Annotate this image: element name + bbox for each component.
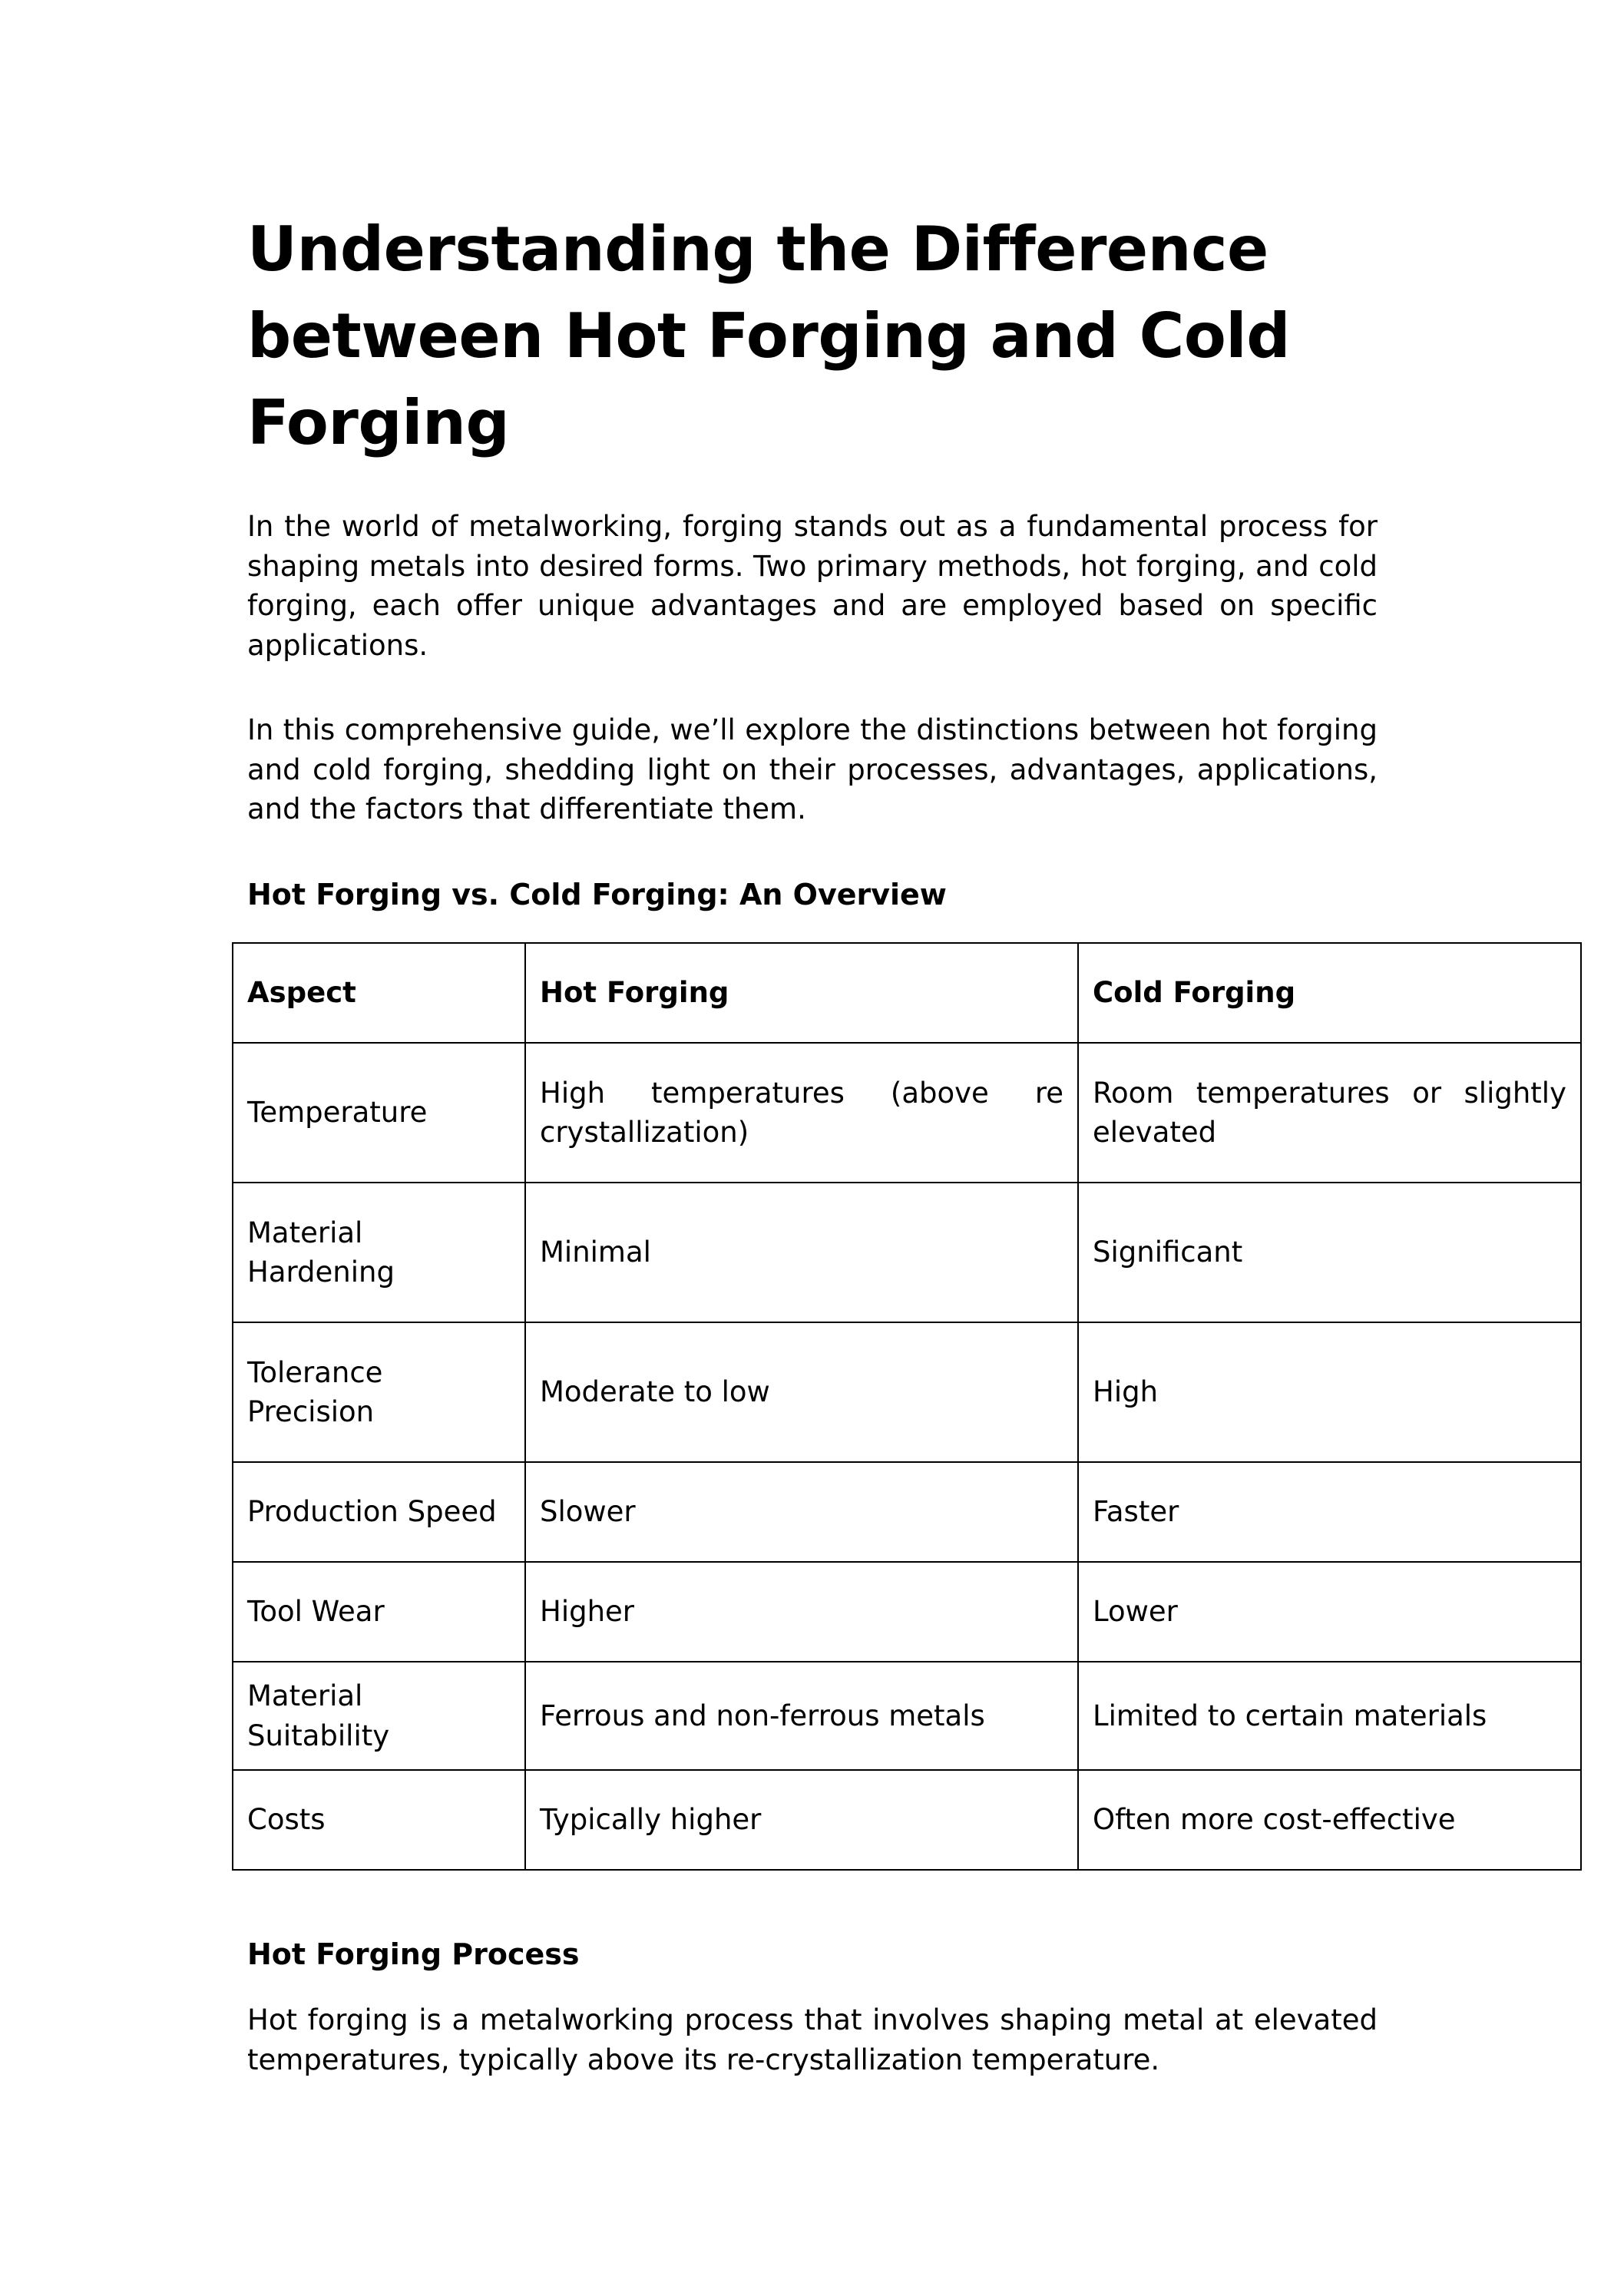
intro-paragraph-1: In the world of metalworking, forging stands out as a fundamental process for shaping metals into desired forms. Two primary methods, hot forging, and cold forging, each offer unique advantages and are employed based on specific applications.: [247, 510, 1378, 662]
cell-aspect: Tool Wear: [233, 1562, 525, 1662]
cell-hot: Higher: [525, 1562, 1078, 1662]
table-row: [233, 1770, 1581, 1870]
header-cold-forging: Cold Forging: [1078, 943, 1581, 1043]
table-row: [233, 1043, 1581, 1183]
cell-aspect: Costs: [233, 1770, 525, 1870]
cell-aspect: Tolerance Precision: [233, 1322, 525, 1462]
table-row: [233, 1462, 1581, 1562]
process-heading: Hot Forging Process: [247, 1937, 580, 1971]
cell-hot: Minimal: [525, 1183, 1078, 1322]
table-row: [233, 1662, 1581, 1770]
intro-paragraph-2: In this comprehensive guide, we’ll explore the distinctions between hot forging and cold forging, shedding light on their processes, advantages, applications, and the factors that differentiate them.: [247, 713, 1378, 825]
cell-cold: Limited to certain materials: [1078, 1662, 1581, 1770]
comparison-table: [232, 942, 1582, 1871]
cell-hot: Slower: [525, 1462, 1078, 1562]
cell-hot: Typically higher: [525, 1770, 1078, 1870]
table-row: [233, 1183, 1581, 1322]
cell-hot: Ferrous and non-ferrous metals: [525, 1662, 1078, 1770]
header-aspect: Aspect: [233, 943, 525, 1043]
cell-hot: High temperatures (above re crystallization): [525, 1043, 1078, 1183]
cell-cold: High: [1078, 1322, 1581, 1462]
table-row: [233, 1322, 1581, 1462]
cell-cold: Lower: [1078, 1562, 1581, 1662]
document-title: Understanding the Difference between Hot Forging and Cold Forging: [247, 213, 1290, 458]
cell-cold: Often more cost-effective: [1078, 1770, 1581, 1870]
cell-cold: Room temperatures or slightly elevated: [1078, 1043, 1581, 1183]
cell-cold: Faster: [1078, 1462, 1581, 1562]
overview-heading: Hot Forging vs. Cold Forging: An Overview: [247, 878, 947, 911]
table-header-row: [233, 943, 1581, 1043]
process-paragraph: Hot forging is a metalworking process that involves shaping metal at elevated temperatures, typically above its re-crystallization temperature.: [247, 2003, 1378, 2076]
cell-cold: Significant: [1078, 1183, 1581, 1322]
header-hot-forging: Hot Forging: [525, 943, 1078, 1043]
cell-aspect: Material Hardening: [233, 1183, 525, 1322]
table-row: [233, 1562, 1581, 1662]
cell-aspect: Temperature: [233, 1043, 525, 1183]
cell-hot: Moderate to low: [525, 1322, 1078, 1462]
cell-aspect: Production Speed: [233, 1462, 525, 1562]
cell-aspect: Material Suitability: [233, 1662, 525, 1770]
